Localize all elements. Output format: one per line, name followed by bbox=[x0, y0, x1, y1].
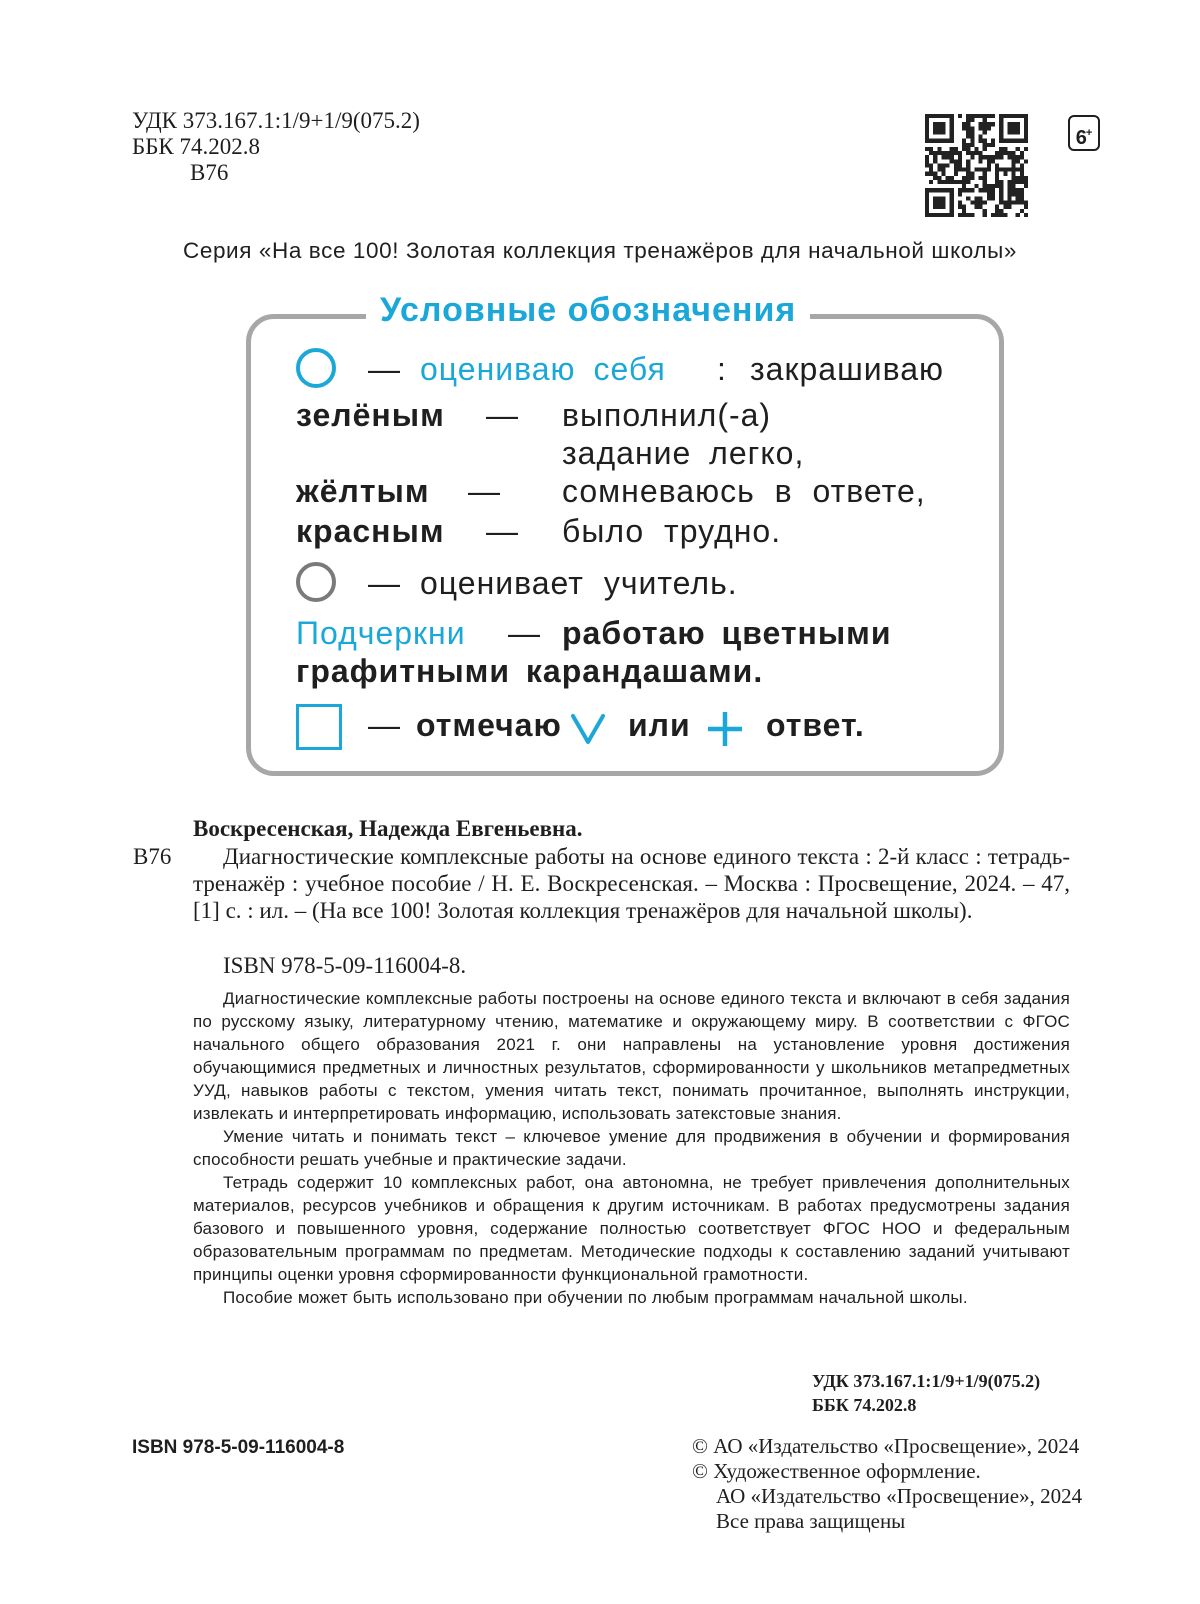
classification-codes bbox=[132, 108, 420, 186]
copyright-line: © Художественное оформление. bbox=[692, 1459, 981, 1483]
green-desc-1: выполнил(-а) bbox=[562, 397, 772, 433]
footer-udk: УДК 373.167.1:1/9+1/9(075.2) bbox=[812, 1371, 1041, 1391]
bbk-code: ББК 74.202.8 bbox=[132, 134, 261, 159]
bib-description: Диагностические комплексные работы на основе единого текста : 2-й класс : тетрадь-тренажёр : учебное пособие / Н. Е. Воскресенская. – Москва : Просвещение, 2024. – 47, [1] с. : ил. – (На все 100! Золотая коллекция тренажёров для начальной школы). bbox=[193, 844, 1070, 923]
green-desc-2: задание легко, bbox=[562, 435, 805, 471]
udk-code: УДК 373.167.1:1/9+1/9(075.2) bbox=[132, 108, 420, 133]
annotation-paragraph: Пособие может быть использовано при обучении по любым программам начальной школы. bbox=[223, 1288, 968, 1307]
age-rating-number: 6 bbox=[1075, 127, 1087, 149]
qr-code-icon[interactable] bbox=[925, 114, 1028, 217]
age-rating-plus: + bbox=[1085, 127, 1093, 139]
copyright-block bbox=[692, 1434, 1082, 1534]
annotation-paragraph: Диагностические комплексные работы построены на основе единого текста и включают в себя задания по русскому языку, литературному чтению, математике и окружающему миру. В соответствии с ФГОС начального общего образования 2021 г. они направлены на установление уровня достижения обучающимися предметных и личностных результатов, сформированности у школьников метапредметных УУД, навыков работы с текстом, умения читать текст, понимать прочитанное, выполнять инструкции, извлекать и интерпретировать информацию, использовать затекстовые знания. bbox=[193, 989, 1070, 1123]
teacher-eval-circle-icon bbox=[296, 562, 336, 602]
footer-bbk: ББК 74.202.8 bbox=[812, 1395, 917, 1415]
author-heading: Воскресенская, Надежда Евгеньевна. bbox=[193, 816, 583, 841]
bib-mark: В76 bbox=[133, 844, 172, 869]
self-eval-label: оцениваю себя bbox=[420, 351, 666, 387]
author-mark: В76 bbox=[190, 160, 229, 185]
dash: — bbox=[368, 351, 401, 387]
teacher-text: оценивает учитель. bbox=[420, 565, 738, 601]
footer-codes bbox=[812, 1369, 1040, 1417]
or-text: или bbox=[628, 707, 691, 743]
answer-text: ответ. bbox=[766, 707, 865, 743]
annotation-paragraph: Тетрадь содержит 10 комплексных работ, она автономна, не требует привлечения дополнительных материалов, ресурсов учебников и обращения к другим источникам. В работах предусмотрены задания базового и повышенного уровня, содержание полностью соответствует ФГОС НОО и федеральным образовательным программам по предметам. Методические подходы к составлению заданий учитывают принципы оценки уровня сформированности функциональной грамотности. bbox=[193, 1173, 1070, 1284]
legend-title: Условные обозначения bbox=[366, 288, 810, 332]
mark-text: отмечаю bbox=[416, 707, 562, 743]
rights-line: Все права защищены bbox=[716, 1509, 906, 1533]
dash: — bbox=[486, 397, 519, 433]
red-desc: было трудно. bbox=[562, 513, 782, 549]
bib-isbn: ISBN 978-5-09-116004-8. bbox=[223, 953, 467, 978]
yellow-desc: сомневаюсь в ответе, bbox=[562, 473, 926, 509]
red-label: красным bbox=[296, 513, 445, 549]
colon: : bbox=[717, 351, 727, 387]
annotation-paragraph: Умение читать и понимать текст – ключевое умение для продвижения в обучении и формирования способности решать учебные и практические задачи. bbox=[193, 1127, 1070, 1169]
dash: — bbox=[486, 513, 519, 549]
self-eval-circle-icon bbox=[296, 348, 336, 388]
copyright-line: АО «Издательство «Просвещение», 2024 bbox=[716, 1484, 1083, 1508]
green-label: зелёным bbox=[296, 397, 445, 433]
underline-label: Подчеркни bbox=[296, 615, 466, 651]
underline-desc-2: графитными карандашами. bbox=[296, 653, 764, 689]
dash: — bbox=[508, 615, 541, 651]
dash: — bbox=[368, 565, 401, 601]
copyright-line: © АО «Издательство «Просвещение», 2024 bbox=[692, 1434, 1080, 1458]
series-title: Серия «На все 100! Золотая коллекция тренажёров для начальной школы» bbox=[182, 238, 1018, 263]
age-rating-badge bbox=[1068, 115, 1100, 151]
plus-icon bbox=[706, 710, 744, 748]
paint-text: закрашиваю bbox=[750, 351, 945, 387]
answer-square-icon bbox=[296, 704, 342, 750]
yellow-label: жёлтым bbox=[296, 473, 430, 509]
underline-desc-1: работаю цветными bbox=[562, 615, 892, 651]
checkmark-icon bbox=[570, 712, 606, 746]
annotation bbox=[193, 987, 1070, 1309]
dash: — bbox=[368, 707, 401, 743]
footer-isbn: ISBN 978-5-09-116004-8 bbox=[132, 1437, 345, 1458]
dash: — bbox=[468, 473, 501, 509]
